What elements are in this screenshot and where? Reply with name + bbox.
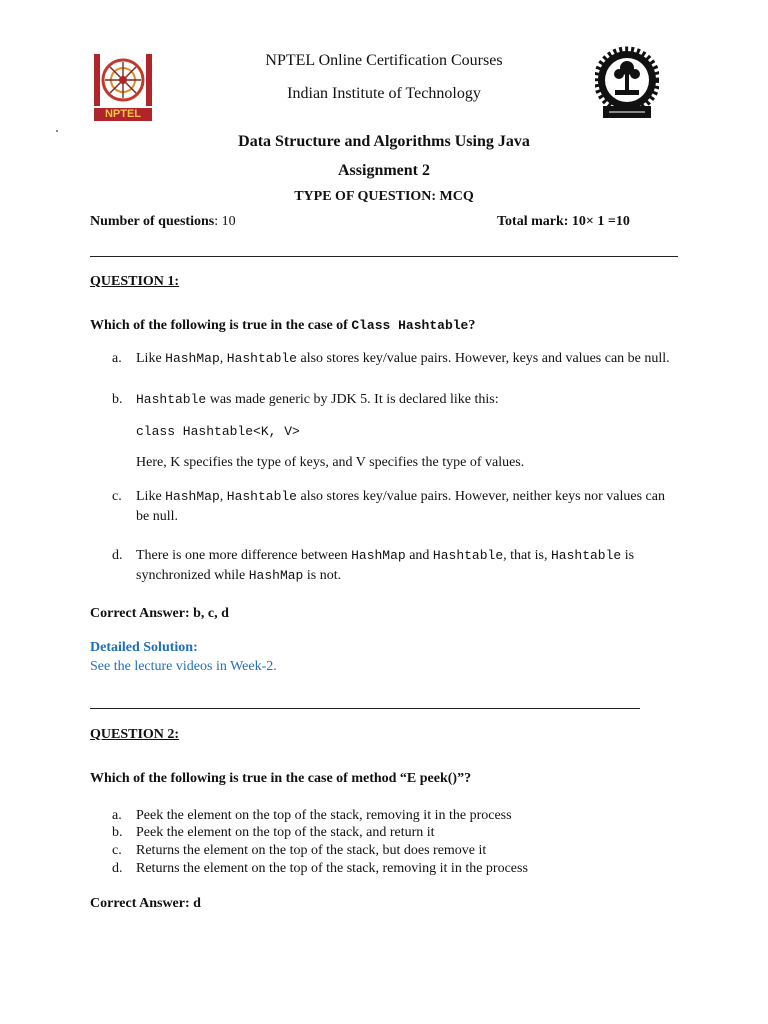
option-label: a.: [112, 808, 122, 823]
left-margin-dot: [56, 130, 58, 132]
q1-solution-text: See the lecture videos in Week-2.: [90, 659, 277, 674]
q1-solution-heading: Detailed Solution:: [90, 640, 198, 655]
course-title: Data Structure and Algorithms Using Java: [238, 133, 530, 150]
q1-stem-text: Which of the following is true in the case of: [90, 318, 352, 333]
q1-stem: [90, 318, 475, 334]
divider-top: [90, 256, 678, 257]
q2-option-c: [112, 841, 487, 861]
q2-option-b: [112, 823, 435, 843]
option-text: Returns the element on the top of the stack, removing it in the process: [136, 861, 528, 876]
q1-b-note: Here, K specifies the type of keys, and V specifies the type of values.: [136, 455, 525, 470]
option-label: c.: [112, 843, 122, 858]
q1-heading: QUESTION 1:: [90, 274, 180, 289]
option-text: Peek the element on the top of the stack, and return it: [136, 825, 435, 840]
option-label: d.: [112, 861, 123, 876]
divider-q1: [90, 708, 640, 709]
q2-option-d: [112, 859, 528, 879]
option-text: There is one more difference between HashMap and Hashtable, that is, Hashtable is synchronized while HashMap is not.: [136, 548, 635, 583]
q1-correct-answer: Correct Answer: b, c, d: [90, 606, 229, 621]
q2-correct-answer: Correct Answer: d: [90, 896, 201, 911]
question-type: TYPE OF QUESTION: MCQ: [294, 189, 474, 204]
option-label: b.: [112, 825, 123, 840]
option-text: Hashtable was made generic by JDK 5. It is declared like this:: [136, 392, 499, 407]
total-mark: Total mark: 10× 1 =10: [497, 214, 630, 229]
q2-heading: QUESTION 2:: [90, 727, 180, 742]
q1-stem-end: ?: [468, 318, 476, 333]
header-line-1: NPTEL Online Certification Courses: [265, 52, 503, 69]
option-label: d.: [112, 548, 123, 563]
q1-stem-code: Class Hashtable: [351, 318, 469, 333]
header-line-2: Indian Institute of Technology: [287, 85, 481, 102]
number-of-questions: [90, 214, 236, 230]
nptel-logo-text: NPTEL: [104, 108, 142, 120]
q2-stem: Which of the following is true in the case of method “E peek()”?: [90, 771, 472, 786]
option-text: Peek the element on the top of the stack, removing it in the process: [136, 808, 512, 823]
num-questions-value: : 10: [214, 214, 236, 229]
option-label: b.: [112, 392, 123, 407]
option-text: Like HashMap, Hashtable also stores key/value pairs. However, keys and values can be null.: [136, 351, 670, 366]
q1-option-a: [112, 349, 670, 369]
assignment-title: Assignment 2: [337, 162, 430, 179]
q1-code-declaration: class Hashtable<K, V>: [136, 424, 300, 439]
q1-option-d: [112, 546, 635, 583]
q1-option-b: [112, 390, 499, 410]
option-text: Like HashMap, Hashtable also stores key/value pairs. However, neither keys nor values can be null.: [136, 489, 665, 524]
option-label: c.: [112, 489, 122, 504]
q1-option-c: [112, 487, 665, 524]
option-label: a.: [112, 351, 122, 366]
option-text: Returns the element on the top of the stack, but does remove it: [136, 843, 487, 858]
num-questions-label: Number of questions: [90, 214, 215, 229]
